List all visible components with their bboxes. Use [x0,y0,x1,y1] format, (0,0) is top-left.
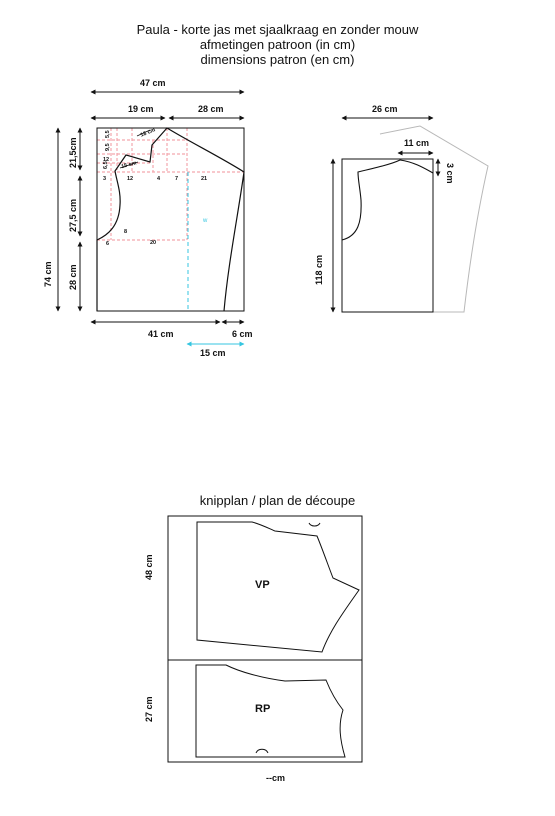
vp-label: VP [255,579,270,591]
fold-mark: w [203,218,208,224]
label-4: 4 [157,176,161,182]
dim-cut-top-height: 48 cm [144,554,154,580]
title-line-3: dimensions patron (en cm) [200,52,355,67]
label-21: 21 [201,176,208,182]
dim-bottom-height: 28 cm [68,264,78,290]
dim-left-width: 19 cm [128,104,154,114]
cutting-plan [144,516,362,783]
front-pattern [43,78,253,358]
front-rect [97,128,244,311]
back-neck [400,160,433,173]
label-9-5: 9,5 [105,143,111,151]
dim-cut-width: --cm [266,773,286,783]
dim-right-width: 28 cm [198,104,224,114]
label-12: 12 [127,176,134,182]
label-12b: 12 [103,157,110,163]
label-6: 6 [106,241,110,247]
title-line-1: Paula - korte jas met sjaalkraag en zonder mouw [136,22,419,37]
label-5-5: 5,5 [105,130,111,138]
dim-total-width: 47 cm [140,78,166,88]
dim-bottom-width: 41 cm [148,329,174,339]
front-piece-outline [97,128,244,311]
back-rect [342,159,433,312]
rp-notch [256,749,268,753]
dim-hem-extension: 6 cm [232,329,253,339]
dim-top-height: 21,5cm [68,137,78,168]
dim-total-height: 74 cm [43,261,53,287]
vp-piece-outline [197,522,359,652]
title-line-2: afmetingen patroon (in cm) [199,37,356,52]
vp-notch [309,523,320,526]
rp-piece-outline [196,665,345,757]
dim-back-shoulder-drop: 3 cm [445,163,455,184]
dim-cyan-width: 15 cm [200,348,226,358]
rp-label: RP [255,703,271,715]
back-pattern [314,104,488,312]
back-piece-outline [380,126,488,312]
back-armhole [342,160,400,240]
dim-back-height: 118 cm [314,254,324,285]
cutting-plan-title: knipplan / plan de découpe [199,493,356,508]
front-grid [97,128,244,240]
dim-mid-height: 27,5 cm [68,198,78,232]
label-7: 7 [175,176,179,182]
label-3: 3 [103,176,107,182]
dim-cut-bottom-height: 27 cm [144,696,154,722]
label-18cm: 18 cm [139,127,157,139]
label-15cm: 15 cm [120,160,138,171]
label-20: 20 [150,240,157,246]
dim-back-width: 26 cm [372,104,398,114]
dim-back-shoulder: 11 cm [404,138,430,148]
label-6-5: 6,5 [103,161,109,169]
label-8: 8 [124,229,128,235]
